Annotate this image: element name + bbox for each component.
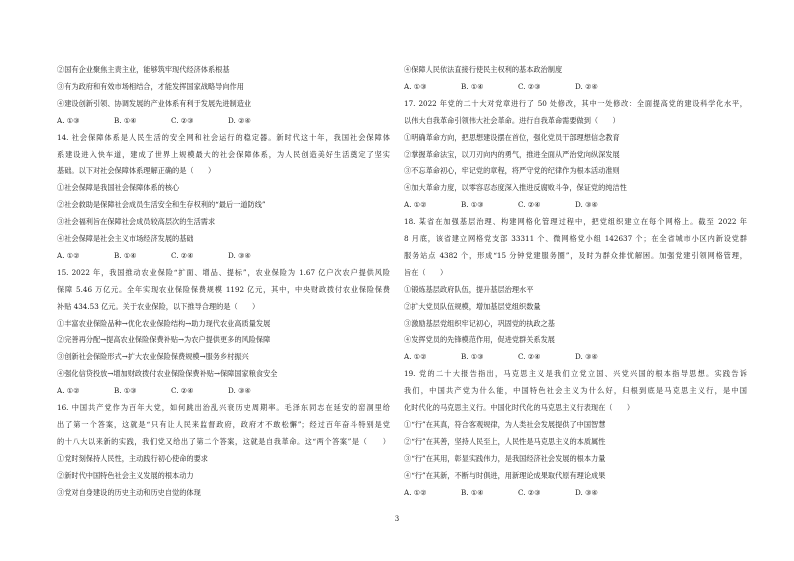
text-line: 服务站点 4382 个，形成“15 分钟党建服务圈”，及时为群众排忧解困。加强党建引领网格管理， <box>404 250 747 260</box>
answer-options <box>404 353 632 360</box>
text-line: 的十八大以来新的实践，我们党又给出了第二个答案，这就是自我革命。这“两个答案”是（ ） <box>57 436 390 446</box>
answer-option: C. ②③ <box>518 81 541 91</box>
text-line: ②扩大党员队伍规模，增加基层党组织数量 <box>404 301 541 311</box>
text-line: 出了第一个答案，这就是“只有让人民来监督政府，政府才不敢松懈”；经过百年奋斗特别是党 <box>57 419 390 429</box>
text-line: ③“行”在其用，彰显实践伟力，是我国经济社会发展的根本力量 <box>404 453 606 463</box>
text-line: ①“行”在其真，符合客观规律，为人类社会发展提供了中国智慧 <box>404 419 606 429</box>
text-line: ①党时刻保持人民性，主动践行初心使命的要求 <box>57 453 208 463</box>
text-line: 16. 中国共产党作为百年大党，如何跳出治乱兴衰历史周期率。毛泽东同志在延安的窑洞里给 <box>57 403 390 412</box>
text-line: 系建设进入快车道，建成了世界上规模最大的社会保障体系，为人民创造美好生活奠定了坚实 <box>57 149 390 159</box>
text-line: ④建设创新引领、协调发展的产业体系有利于发展先进制造业 <box>57 98 252 108</box>
answer-option: A. ①② <box>404 200 427 210</box>
text-line: ③创新社会保险形式→扩大农业保险保费规模→服务乡村振兴 <box>57 352 249 362</box>
answer-option: D. ③④ <box>575 200 598 210</box>
answer-option: B. ①④ <box>461 487 484 497</box>
text-line: 8 月底，该省建立网格党支部 33311 个、微网格党小组 142637 个；在全省城市小区内新设党群 <box>404 234 747 243</box>
answer-options <box>57 252 285 259</box>
answer-option: D. ③④ <box>575 352 598 362</box>
answer-option: C. ②④ <box>171 250 194 260</box>
answer-option: B. ①③ <box>461 352 484 362</box>
text-line: ③党对自身建设的历史主动和历史自觉的体现 <box>57 487 201 497</box>
text-line: ④保障人民依法直接行使民主权利的基本政治制度 <box>404 65 563 74</box>
answer-option: C. ②③ <box>518 487 541 497</box>
answer-option: C. ②③ <box>171 115 194 125</box>
answer-option: A. ①② <box>404 487 427 497</box>
text-line: ③社会福利旨在保障社会成员较高层次的生活需求 <box>57 217 216 227</box>
text-line: ③激励基层党组织牢记初心，巩固党的执政之基 <box>404 318 555 328</box>
text-line: ①社会保障是我国社会保障体系的核心 <box>57 183 180 193</box>
text-line: 化时代化的马克思主义行。中国化时代化的马克思主义行表现在（ ） <box>404 403 635 412</box>
answer-option: C. ②④ <box>171 386 194 396</box>
answer-option: C. ②④ <box>518 352 541 362</box>
text-line: ②新时代中国特色社会主义发展的根本动力 <box>57 470 194 480</box>
text-line: ②掌握革命法宝，以刀刃向内的勇气，推进全面从严治党向纵深发展 <box>404 149 620 159</box>
answer-options <box>404 83 632 90</box>
text-line: ①丰富农业保险品种→优化农业保险结构→助力现代农业高质量发展 <box>57 318 271 328</box>
page-number: 3 <box>394 515 400 523</box>
text-line: ②社会救助是保障社会成员生活安全和生存权利的“最后一道防线” <box>57 200 266 210</box>
text-line: 以伟大自我革命引领伟大社会革命。进行自我革命需要做到（ ） <box>404 115 620 125</box>
answer-option: B. ①③ <box>114 386 137 396</box>
text-line: ①明确革命方向，把思想建设摆在首位，强化党员干部理想信念教育 <box>404 132 620 142</box>
answer-option: D. ③④ <box>228 386 251 396</box>
answer-option: D. ③④ <box>228 250 251 260</box>
text-line: 基础。以下对社会保障体系理解正确的是（ ） <box>57 166 216 176</box>
answer-option: A. ①② <box>57 250 80 260</box>
text-line: ④加大革命力度，以零容忍态度深入推进反腐败斗争，保证党的纯洁性 <box>404 183 627 193</box>
text-line: ②国有企业聚焦主责主业，能够筑牢现代经济体系根基 <box>57 65 230 74</box>
text-line: 旨在（ ） <box>404 267 448 277</box>
answer-option: A. ①② <box>57 386 80 396</box>
text-line: ①锻炼基层政府队伍，提升基层治理水平 <box>404 284 534 294</box>
answer-option: C. ②④ <box>518 200 541 210</box>
text-line: 14. 社会保障体系是人民生活的安全网和社会运行的稳定器。新时代这十年，我国社会保障体 <box>57 132 390 142</box>
text-line: 15. 2022 年，我国推动农业保险“扩面、增品、提标”，农业保险为 1.67 亿户次农户提供风险 <box>57 267 390 277</box>
text-line: ④社会保障是社会主义市场经济发展的基础 <box>57 234 194 243</box>
text-line: 18. 某省在加强基层治理、构建网格化管理过程中，把党组织建立在每个网格上。截至 2022 年 <box>404 217 747 227</box>
answer-option: B. ①④ <box>461 81 484 91</box>
answer-options <box>404 489 632 496</box>
text-line: ③有为政府和有效市场相结合，才能发挥国家战略导向作用 <box>57 81 244 91</box>
text-line: 保障 5.46 万亿元。全年实现农业保险保费规模 1192 亿元，其中，中央财政拨付农业保险保费 <box>57 284 390 294</box>
text-line: ②“行”在其善，坚持人民至上，人民性是马克思主义的本质属性 <box>404 436 606 446</box>
text-line: ④发挥党员的先锋模范作用，促进党群关系发展 <box>404 335 555 345</box>
text-line: 17. 2022 年党的二十大对党章进行了 50 处修改，其中一处修改：全面提高党的建设科学化水平， <box>404 98 747 108</box>
text-line: ④强化信贷投放→增加财政拨付农业保险保费补贴→保障国家粮食安全 <box>57 369 278 379</box>
text-line: ②完善再分配→提高农业保险保费补贴→为农户提供更多的风险保障 <box>57 335 271 345</box>
answer-option: A. ①③ <box>57 115 80 125</box>
text-line: ③不忘革命初心，牢记党的章程，将严守党的纪律作为根本活动准则 <box>404 166 620 176</box>
text-line: ④“行”在其新，不断与时俱进，用新理论成果取代原有理论成果 <box>404 470 606 480</box>
answer-option: A. ①③ <box>404 81 427 91</box>
answer-options <box>404 201 632 208</box>
text-line: 我们，中国共产党为什么能，中国特色社会主义为什么好，归根到底是马克思主义行，是中国 <box>404 386 747 396</box>
answer-option: D. ②④ <box>228 115 251 125</box>
answer-option: D. ②④ <box>575 81 598 91</box>
answer-options <box>57 387 285 394</box>
answer-options <box>57 117 285 124</box>
text-line: 19. 党的二十大报告指出，马克思主义是我们立党立国、兴党兴国的根本指导思想。实践告诉 <box>404 369 747 379</box>
answer-option: B. ①③ <box>461 200 484 210</box>
answer-option: D. ③④ <box>575 487 598 497</box>
answer-option: B. ①④ <box>114 250 137 260</box>
answer-option: B. ①④ <box>114 115 137 125</box>
text-line: 补贴 434.53 亿元。关于农业保险，以下推导合理的是（ ） <box>57 301 260 311</box>
answer-option: A. ①② <box>404 352 427 362</box>
